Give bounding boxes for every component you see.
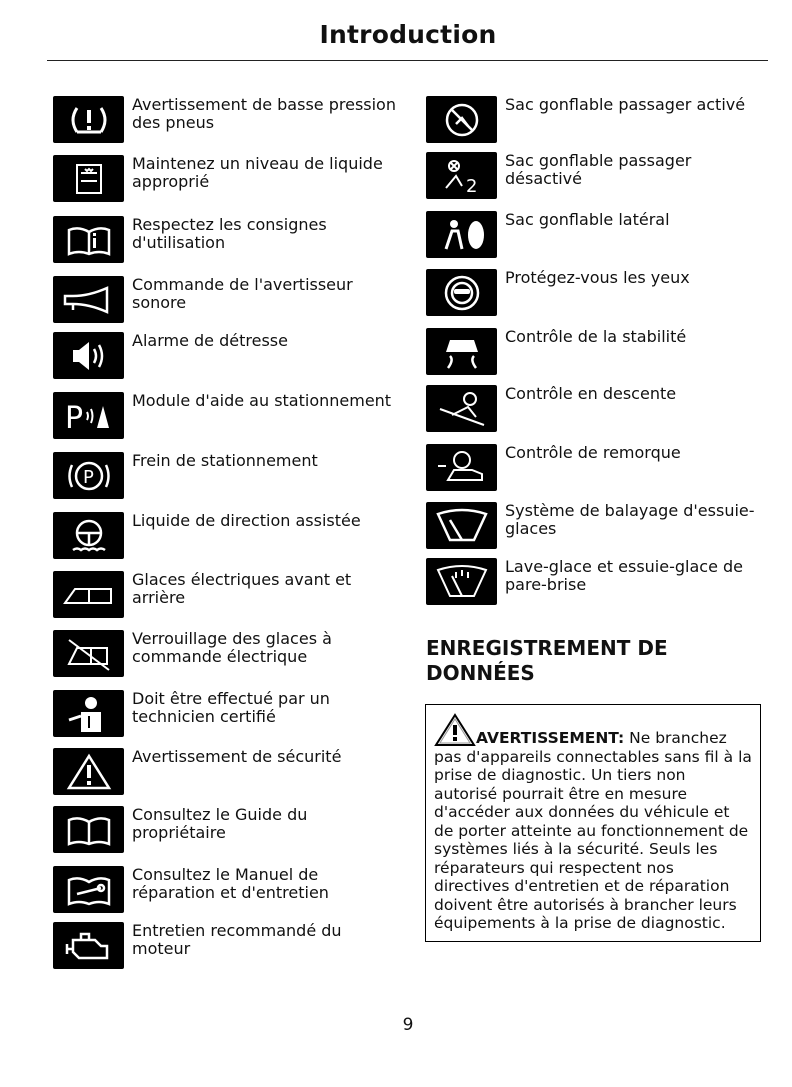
symbol-label: Système de balayage d'essuie-glaces: [505, 501, 755, 538]
symbol-label: Lave-glace et essuie-glace de pare-brise: [505, 557, 743, 594]
section-heading-line: DONNÉES: [426, 661, 535, 685]
symbol-label: Alarme de détresse: [132, 331, 288, 350]
power-steering-fluid-icon: [53, 512, 124, 559]
window-lockout-icon: [53, 630, 124, 677]
symbol-label: Frein de stationnement: [132, 451, 318, 470]
header-rule: [47, 60, 768, 61]
eye-protection-icon: [426, 269, 497, 316]
hill-descent-icon: [426, 385, 497, 432]
section-heading-line: ENREGISTREMENT DE: [426, 636, 668, 660]
operating-instructions-icon: [53, 216, 124, 263]
page-number: 9: [402, 1015, 414, 1035]
trailer-sway-icon: [426, 444, 497, 491]
symbol-label: Contrôle de remorque: [505, 443, 681, 462]
passenger-airbag-off-icon: [426, 152, 497, 199]
symbol-label: Protégez-vous les yeux: [505, 268, 690, 287]
symbol-label: Consultez le Manuel de réparation et d'entretien: [132, 865, 329, 902]
stability-control-icon: [426, 328, 497, 375]
section-heading: [426, 636, 756, 686]
warning-label: AVERTISSEMENT:: [476, 729, 625, 747]
warning-triangle-icon: [434, 713, 476, 747]
owners-guide-icon: [53, 806, 124, 853]
svg-text:2: 2: [465, 175, 477, 196]
symbol-label: Sac gonflable passager activé: [505, 95, 746, 114]
power-windows-icon: [53, 571, 124, 618]
warning-box: [425, 704, 761, 942]
page-title: Introduction: [319, 20, 497, 49]
safety-alert-icon: [53, 748, 124, 795]
symbol-label: Doit être effectué par un technicien certifié: [132, 689, 330, 726]
symbol-label: Sac gonflable latéral: [505, 210, 670, 229]
parking-brake-icon: [53, 452, 124, 499]
symbol-label: Contrôle en descente: [505, 384, 677, 403]
symbol-label: Entretien recommandé du moteur: [132, 921, 342, 958]
symbol-label: Verrouillage des glaces à commande électrique: [132, 629, 332, 666]
symbol-label: Sac gonflable passager désactivé: [505, 151, 692, 188]
symbol-label: Contrôle de la stabilité: [505, 327, 687, 346]
fluid-level-icon: [53, 155, 124, 202]
symbol-label: Liquide de direction assistée: [132, 511, 361, 530]
certified-technician-icon: [53, 690, 124, 737]
passenger-airbag-on-icon: [426, 96, 497, 143]
tire-pressure-icon: [53, 96, 124, 143]
side-airbag-icon: [426, 211, 497, 258]
symbol-label: Module d'aide au stationnement: [132, 391, 392, 410]
warning-text: Ne branchez pas d'appareils connectables sans fil à la prise de diagnostic. Un tiers non autorisé pourrait être en mesure d'accéder aux données du véhicule et de porter atteinte au fonctionnement de systèmes liés à la sécurité. Seuls les réparateurs qui respectent nos directives d'entretien et de réparation doivent être autorisés à brancher leurs équipements à la prise de diagnostic.: [434, 729, 752, 932]
symbol-label: Commande de l'avertisseur sonore: [132, 275, 353, 312]
speaker-alarm-icon: [53, 332, 124, 379]
symbol-label: Glaces électriques avant et arrière: [132, 570, 352, 607]
symbol-label: Avertissement de sécurité: [132, 747, 342, 766]
symbol-label: Maintenez un niveau de liquide approprié: [132, 154, 383, 191]
wiper-icon: [426, 502, 497, 549]
washer-wiper-icon: [426, 558, 497, 605]
svg-text:P: P: [82, 466, 94, 488]
engine-maintenance-icon: [53, 922, 124, 969]
horn-icon: [53, 276, 124, 323]
symbol-label: Avertissement de basse pression des pneus: [132, 95, 396, 132]
service-manual-icon: [53, 866, 124, 913]
symbol-label: Respectez les consignes d'utilisation: [132, 215, 327, 252]
svg-text:P: P: [64, 400, 83, 436]
parking-aid-icon: [53, 392, 124, 439]
symbol-label: Consultez le Guide du propriétaire: [132, 805, 308, 842]
